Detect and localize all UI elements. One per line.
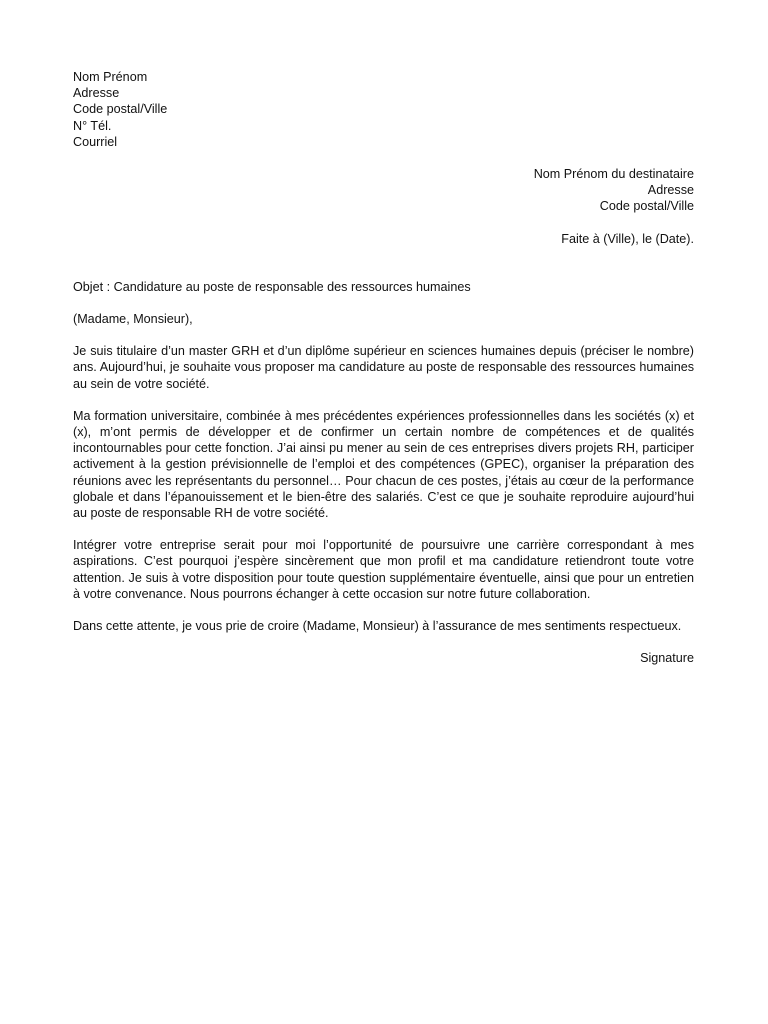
place-date: Faite à (Ville), le (Date). — [561, 231, 694, 246]
recipient-address: Adresse — [647, 183, 694, 198]
sender-phone: N° Tél. — [73, 118, 112, 133]
recipient-postal-city: Code postal/Ville — [599, 199, 694, 214]
sender-postal-city: Code postal/Ville — [73, 102, 168, 117]
sender-address: Adresse — [73, 86, 120, 101]
paragraph-motivation: Intégrer votre entreprise serait pour moi l’opportunité de poursuivre une carrière correspondant à mes aspirations. C’est pourquoi j’espère sincèrement que mon profil et ma candidature retiendront toute votre attention. Je suis à votre disposition pour toute question supplémentaire éventuelle, ainsi que pour un entretien à votre convenance. Nous pourrons échanger à cette occasion sur notre future collaboration. — [73, 538, 694, 601]
recipient-name: Nom Prénom du destinataire — [533, 167, 694, 182]
salutation: (Madame, Monsieur), — [73, 312, 193, 327]
sender-name: Nom Prénom — [73, 70, 148, 84]
signature: Signature — [640, 651, 694, 666]
letter-page — [73, 69, 694, 666]
paragraph-intro: Je suis titulaire d’un master GRH et d’un diplôme supérieur en sciences humaines depuis (préciser le nombre) ans. Aujourd’hui, je souhaite vous proposer ma candidature au poste de responsable des ressources humaines au sein de votre société. — [73, 344, 694, 391]
recipient-block — [73, 166, 694, 215]
paragraph-experience: Ma formation universitaire, combinée à mes précédentes expériences professionnelles dans les sociétés (x) et (x), m’ont permis de développer et de confirmer un certain nombre de compétences et de qualités incontournables pour cette fonction. J’ai ainsi pu mener au sein de ces entreprises divers projets RH, participer activement à la gestion prévisionnelle de l’emploi et des compétences (GPEC), organiser la préparation des réunions avec les représentants du personnel… Pour chacun de ces postes, j’étais au cœur de la performance globale et dans l’épanouissement et le bien-être des salariés. C’est ce que je souhaite reproduire aujourd’hui au poste de responsable RH de votre société. — [73, 408, 694, 521]
sender-block — [73, 69, 694, 150]
paragraph-closing: Dans cette attente, je vous prie de croire (Madame, Monsieur) à l’assurance de mes sentiments respectueux. — [73, 619, 682, 634]
letter-subject: Objet : Candidature au poste de responsable des ressources humaines — [73, 279, 471, 294]
sender-email: Courriel — [73, 134, 118, 149]
